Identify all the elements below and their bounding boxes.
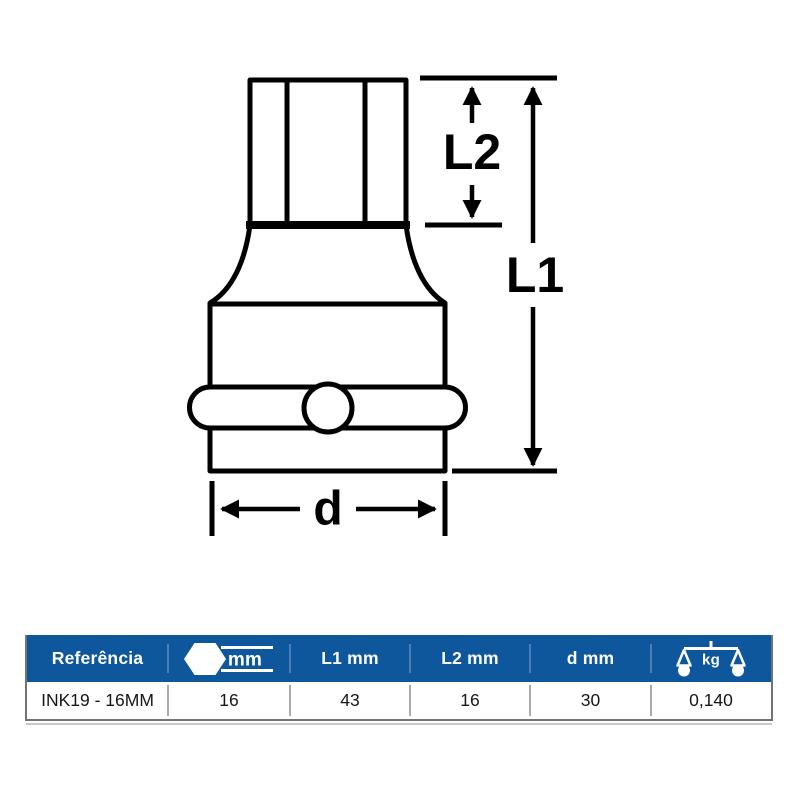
d-label: d xyxy=(313,482,343,536)
spec-table xyxy=(25,635,773,721)
weight-scale-icon xyxy=(675,639,747,679)
hex-drive-icon xyxy=(183,641,275,677)
scale-weight-left xyxy=(678,664,690,676)
l2-label: L2 xyxy=(442,124,502,180)
cell-d-mm: 30 xyxy=(530,682,651,719)
cell-kg: 0,140 xyxy=(651,682,771,719)
header-referencia-label: Referência xyxy=(51,648,144,668)
header-hex-mm xyxy=(168,635,290,682)
cell-l1-mm: 43 xyxy=(290,682,410,719)
header-l1-mm xyxy=(290,635,410,682)
header-hex-mm-label: mm xyxy=(227,649,263,670)
spec-table-data-row xyxy=(27,682,771,719)
header-l2-mm-label: L2 mm xyxy=(441,648,499,668)
l1-label: L1 xyxy=(505,247,565,303)
dimension-l2 xyxy=(443,88,501,217)
pin-hole-circle xyxy=(304,384,352,432)
scale-pan-right xyxy=(732,650,745,666)
cell-hex-mm: 16 xyxy=(168,682,290,719)
cell-l2-mm: 16 xyxy=(410,682,530,719)
header-l2-mm xyxy=(410,635,530,682)
header-d-mm xyxy=(530,635,651,682)
dimension-l1 xyxy=(506,88,564,465)
header-referencia xyxy=(27,635,168,682)
spec-table-header-row xyxy=(27,635,771,682)
header-kg xyxy=(651,635,771,682)
socket-outline xyxy=(190,80,466,471)
header-kg-label: kg xyxy=(702,651,720,668)
scale-weight-right xyxy=(732,664,744,676)
header-d-mm-label: d mm xyxy=(566,648,615,668)
dimension-d xyxy=(212,481,445,536)
header-l1-mm-label: L1 mm xyxy=(321,648,379,668)
cell-referencia: INK19 - 16MM xyxy=(41,690,154,710)
scale-pan-left xyxy=(678,650,691,666)
hexagon-shape xyxy=(184,643,226,675)
